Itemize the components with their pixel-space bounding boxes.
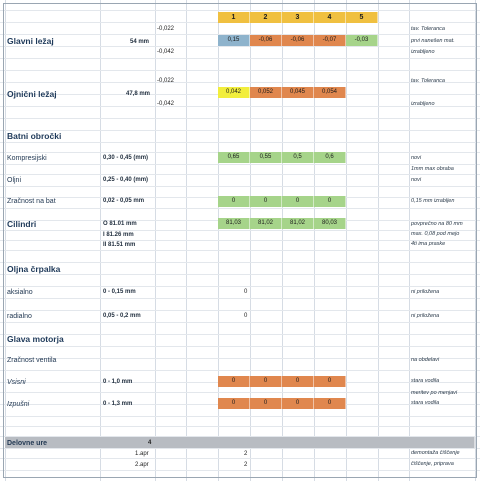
- glavni-note-mid[interactable]: prvi nanešen mat.: [411, 38, 455, 44]
- rad-note[interactable]: ni priložena: [411, 313, 440, 319]
- izpusni-label[interactable]: Izpušni: [7, 401, 30, 408]
- delovne-label[interactable]: Delovne ure: [7, 440, 48, 447]
- cilindri-val-4[interactable]: 80,03: [314, 218, 346, 229]
- rad-label[interactable]: radialno: [7, 313, 32, 320]
- izpusni-range[interactable]: 0 - 1,3 mm: [103, 401, 133, 407]
- ojnicni-val-1[interactable]: 0,042: [218, 87, 250, 98]
- cilindri-val-2[interactable]: 81,02: [250, 218, 282, 229]
- cilindri-val-3[interactable]: 81,02: [282, 218, 314, 229]
- komp-range[interactable]: 0,30 - 0,45 (mm): [103, 155, 149, 161]
- komp-val-1[interactable]: 0,65: [218, 152, 250, 163]
- aks-label[interactable]: aksialno: [7, 289, 33, 296]
- batni-title[interactable]: Batni obročki: [7, 131, 62, 141]
- komp-note[interactable]: novi: [411, 155, 422, 161]
- zracnost-range[interactable]: 0,02 - 0,05 mm: [103, 198, 145, 204]
- cilindri-note-0[interactable]: povprečno na 80 mm: [411, 221, 463, 227]
- rad-range[interactable]: 0,05 - 0,2 mm: [103, 313, 141, 319]
- zracnost-val-4[interactable]: 0: [314, 196, 346, 207]
- zracnost-label[interactable]: Zračnost na bat: [7, 198, 56, 205]
- aks-note[interactable]: ni priložena: [411, 289, 440, 295]
- vsisni-val-2[interactable]: 0: [250, 376, 282, 387]
- vsisni-val-1[interactable]: 0: [218, 376, 250, 387]
- glavni-note-top[interactable]: tav. Toleranca: [411, 26, 445, 32]
- glavni-tol-bot[interactable]: -0,042: [157, 49, 175, 55]
- ojnicni-note-top[interactable]: tav. Toleranca: [411, 78, 445, 84]
- glavni-title[interactable]: Glavni ležaj: [7, 36, 54, 46]
- komp-val-3[interactable]: 0,5: [282, 152, 314, 163]
- zracnost-note[interactable]: 0,15 mm izrabljen: [411, 198, 455, 204]
- vsisni-val-3[interactable]: 0: [282, 376, 314, 387]
- glavni-val-5[interactable]: -0,03: [346, 35, 378, 46]
- komp-val-4[interactable]: 0,6: [314, 152, 346, 163]
- vsisni-note2[interactable]: meritev po menjavi: [411, 390, 458, 396]
- cilindri-note-2[interactable]: 4ti ima praske: [411, 241, 446, 247]
- vsisni-range[interactable]: 0 - 1,0 mm: [103, 379, 133, 385]
- ojnicni-val-2[interactable]: 0,052: [250, 87, 282, 98]
- vsisni-note[interactable]: stara vodila: [411, 378, 440, 384]
- delovne-date-0[interactable]: 1.apr: [135, 451, 149, 457]
- glavni-val-3[interactable]: -0,06: [282, 35, 314, 46]
- glavni-val-2[interactable]: -0,06: [250, 35, 282, 46]
- header-col-5[interactable]: 5: [346, 12, 378, 23]
- komp-label[interactable]: Kompresijski: [7, 155, 47, 162]
- zracnost-val-1[interactable]: 0: [218, 196, 250, 207]
- ventil-note[interactable]: na obdelavi: [411, 357, 440, 363]
- header-col-1[interactable]: 1: [218, 12, 250, 23]
- oljni-label[interactable]: Oljni: [7, 177, 22, 184]
- vsisni-val-4[interactable]: 0: [314, 376, 346, 387]
- aks-range[interactable]: 0 - 0,15 mm: [103, 289, 136, 295]
- header-col-4[interactable]: 4: [314, 12, 346, 23]
- glavni-note-bot[interactable]: izrabljeno: [411, 49, 435, 55]
- rad-value[interactable]: 0: [244, 313, 248, 319]
- olj-crpalka-title[interactable]: Oljna črpalka: [7, 264, 61, 274]
- ojnicni-note-bot[interactable]: izrabljeno: [411, 101, 435, 107]
- ojnicni-val-4[interactable]: 0,054: [314, 87, 346, 98]
- glavni-size[interactable]: 54 mm: [130, 39, 150, 45]
- zracnost-val-3[interactable]: 0: [282, 196, 314, 207]
- delovne-note-1[interactable]: čiščenje, priprava: [411, 461, 454, 467]
- komp-note2[interactable]: 1mm max obraba: [411, 166, 454, 172]
- izpusni-val-1[interactable]: 0: [218, 398, 250, 409]
- delovne-note-0[interactable]: demontaža čiščenje: [411, 450, 460, 456]
- cilindri-note-1[interactable]: max. 0,08 pod mejo: [411, 231, 460, 237]
- ojnicni-tol-bot[interactable]: -0,042: [157, 101, 175, 107]
- ojnicni-val-3[interactable]: 0,045: [282, 87, 314, 98]
- glavni-val-4[interactable]: -0,07: [314, 35, 346, 46]
- komp-val-2[interactable]: 0,55: [250, 152, 282, 163]
- glava-title[interactable]: Glava motorja: [7, 334, 64, 344]
- delovne-val-0[interactable]: 2: [244, 451, 248, 457]
- zracnost-val-2[interactable]: 0: [250, 196, 282, 207]
- glavni-val-1[interactable]: 0,15: [218, 35, 250, 46]
- oljni-note[interactable]: novi: [411, 177, 422, 183]
- header-col-3[interactable]: 3: [282, 12, 314, 23]
- izpusni-val-2[interactable]: 0: [250, 398, 282, 409]
- cilindri-size-2[interactable]: II 81.51 mm: [103, 242, 136, 248]
- aks-value[interactable]: 0: [244, 289, 248, 295]
- cilindri-size-1[interactable]: I 81.26 mm: [103, 232, 134, 238]
- header-col-2[interactable]: 2: [250, 12, 282, 23]
- oljni-range[interactable]: 0,25 - 0,40 (mm): [103, 177, 149, 183]
- vsisni-label[interactable]: Vsisni: [7, 379, 26, 386]
- ojnicni-title[interactable]: Ojnični ležaj: [7, 89, 57, 99]
- delovne-val-1[interactable]: 2: [244, 462, 248, 468]
- delovne-value[interactable]: 4: [148, 440, 152, 446]
- cilindri-title[interactable]: Cilindri: [7, 219, 37, 229]
- glavni-tol-top[interactable]: -0,022: [157, 26, 175, 32]
- ojnicni-tol-top[interactable]: -0,022: [157, 78, 175, 84]
- cilindri-val-1[interactable]: 81,03: [218, 218, 250, 229]
- ojnicni-size[interactable]: 47,8 mm: [126, 91, 151, 97]
- izpusni-val-3[interactable]: 0: [282, 398, 314, 409]
- izpusni-note[interactable]: stara vodila: [411, 400, 440, 406]
- delovne-date-1[interactable]: 2.apr: [135, 462, 149, 468]
- delovne-row: [5, 437, 475, 448]
- cilindri-size-0[interactable]: O 81.01 mm: [103, 221, 137, 227]
- ventil-label[interactable]: Zračnost ventila: [7, 357, 57, 364]
- izpusni-val-4[interactable]: 0: [314, 398, 346, 409]
